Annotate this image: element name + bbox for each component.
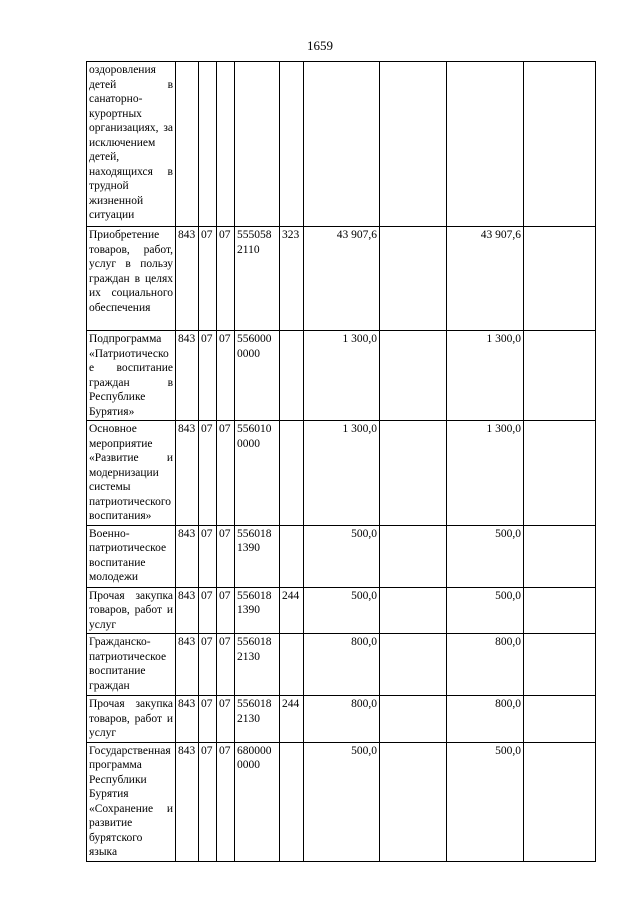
amount-cell: 800,0	[304, 696, 380, 743]
expense-type-cell	[280, 634, 304, 696]
amount-cell	[524, 587, 596, 634]
amount-cell: 500,0	[304, 742, 380, 861]
ministry-code-cell	[176, 62, 199, 227]
table-row	[87, 421, 596, 526]
expense-type-cell	[280, 331, 304, 421]
row-name-cell: оздоровления детей в санаторно-курортных организациях, за исключением детей, находящихся в трудной жизненной ситуации	[87, 62, 176, 227]
target-article-cell: 5550582110	[235, 227, 280, 331]
amount-cell: 500,0	[304, 587, 380, 634]
expense-type-cell	[280, 421, 304, 526]
target-article-cell: 5560181390	[235, 587, 280, 634]
amount-cell	[447, 62, 524, 227]
section-code-cell: 07	[199, 421, 217, 526]
target-article-cell: 5560182130	[235, 634, 280, 696]
subsection-code-cell: 07	[217, 696, 235, 743]
amount-cell	[524, 331, 596, 421]
expense-type-cell: 244	[280, 587, 304, 634]
ministry-code-cell: 843	[176, 587, 199, 634]
amount-cell: 800,0	[447, 634, 524, 696]
amount-cell	[380, 525, 447, 587]
section-code-cell: 07	[199, 227, 217, 331]
target-article-cell: 6800000000	[235, 742, 280, 861]
section-code-cell: 07	[199, 331, 217, 421]
amount-cell	[380, 62, 447, 227]
section-code-cell	[199, 62, 217, 227]
ministry-code-cell: 843	[176, 331, 199, 421]
section-code-cell: 07	[199, 696, 217, 743]
amount-cell: 1 300,0	[304, 331, 380, 421]
amount-cell	[524, 227, 596, 331]
subsection-code-cell: 07	[217, 227, 235, 331]
subsection-code-cell: 07	[217, 421, 235, 526]
ministry-code-cell: 843	[176, 421, 199, 526]
table-body	[87, 62, 596, 862]
section-code-cell: 07	[199, 525, 217, 587]
section-code-cell: 07	[199, 634, 217, 696]
amount-cell	[524, 696, 596, 743]
table-row	[87, 331, 596, 421]
ministry-code-cell: 843	[176, 634, 199, 696]
ministry-code-cell: 843	[176, 742, 199, 861]
amount-cell: 1 300,0	[447, 331, 524, 421]
row-name-cell: Гражданско-патриотическое воспитание граждан	[87, 634, 176, 696]
table-row	[87, 634, 596, 696]
amount-cell: 500,0	[447, 587, 524, 634]
amount-cell	[524, 634, 596, 696]
expense-type-cell: 244	[280, 696, 304, 743]
table-row	[87, 696, 596, 743]
amount-cell	[380, 587, 447, 634]
amount-cell: 43 907,6	[304, 227, 380, 331]
row-name-cell: Прочая закупка товаров, работ и услуг	[87, 696, 176, 743]
row-name-cell: Государственная программа Республики Бурятия «Сохранение и развитие бурятского языка	[87, 742, 176, 861]
target-article-cell: 5560100000	[235, 421, 280, 526]
table-row	[87, 587, 596, 634]
expense-type-cell	[280, 62, 304, 227]
amount-cell	[380, 331, 447, 421]
row-name-cell: Подпрограмма «Патриотическое воспитание граждан в Республике Бурятия»	[87, 331, 176, 421]
target-article-cell: 5560181390	[235, 525, 280, 587]
budget-table	[86, 61, 596, 862]
amount-cell	[304, 62, 380, 227]
amount-cell: 43 907,6	[447, 227, 524, 331]
subsection-code-cell: 07	[217, 742, 235, 861]
amount-cell: 800,0	[304, 634, 380, 696]
page-number: 1659	[307, 38, 333, 53]
target-article-cell	[235, 62, 280, 227]
row-name-cell: Приобретение товаров, работ, услуг в пользу граждан в целях их социального обеспечения	[87, 227, 176, 331]
row-name-cell: Прочая закупка товаров, работ и услуг	[87, 587, 176, 634]
amount-cell: 500,0	[447, 525, 524, 587]
target-article-cell: 5560000000	[235, 331, 280, 421]
amount-cell: 800,0	[447, 696, 524, 743]
amount-cell	[380, 696, 447, 743]
ministry-code-cell: 843	[176, 696, 199, 743]
amount-cell	[524, 62, 596, 227]
table-row	[87, 525, 596, 587]
amount-cell: 1 300,0	[304, 421, 380, 526]
section-code-cell: 07	[199, 587, 217, 634]
amount-cell	[524, 421, 596, 526]
table-row	[87, 227, 596, 331]
ministry-code-cell: 843	[176, 525, 199, 587]
subsection-code-cell: 07	[217, 331, 235, 421]
expense-type-cell: 323	[280, 227, 304, 331]
row-name-cell: Военно-патриотическое воспитание молодежи	[87, 525, 176, 587]
amount-cell	[380, 421, 447, 526]
amount-cell: 1 300,0	[447, 421, 524, 526]
section-code-cell: 07	[199, 742, 217, 861]
ministry-code-cell: 843	[176, 227, 199, 331]
amount-cell	[524, 525, 596, 587]
table-row	[87, 62, 596, 227]
subsection-code-cell: 07	[217, 634, 235, 696]
subsection-code-cell: 07	[217, 587, 235, 634]
amount-cell	[380, 742, 447, 861]
amount-cell: 500,0	[304, 525, 380, 587]
amount-cell	[380, 227, 447, 331]
subsection-code-cell: 07	[217, 525, 235, 587]
expense-type-cell	[280, 742, 304, 861]
subsection-code-cell	[217, 62, 235, 227]
amount-cell: 500,0	[447, 742, 524, 861]
table-row	[87, 742, 596, 861]
target-article-cell: 5560182130	[235, 696, 280, 743]
row-name-cell: Основное мероприятие «Развитие и модернизации системы патриотического воспитания»	[87, 421, 176, 526]
amount-cell	[380, 634, 447, 696]
amount-cell	[524, 742, 596, 861]
expense-type-cell	[280, 525, 304, 587]
